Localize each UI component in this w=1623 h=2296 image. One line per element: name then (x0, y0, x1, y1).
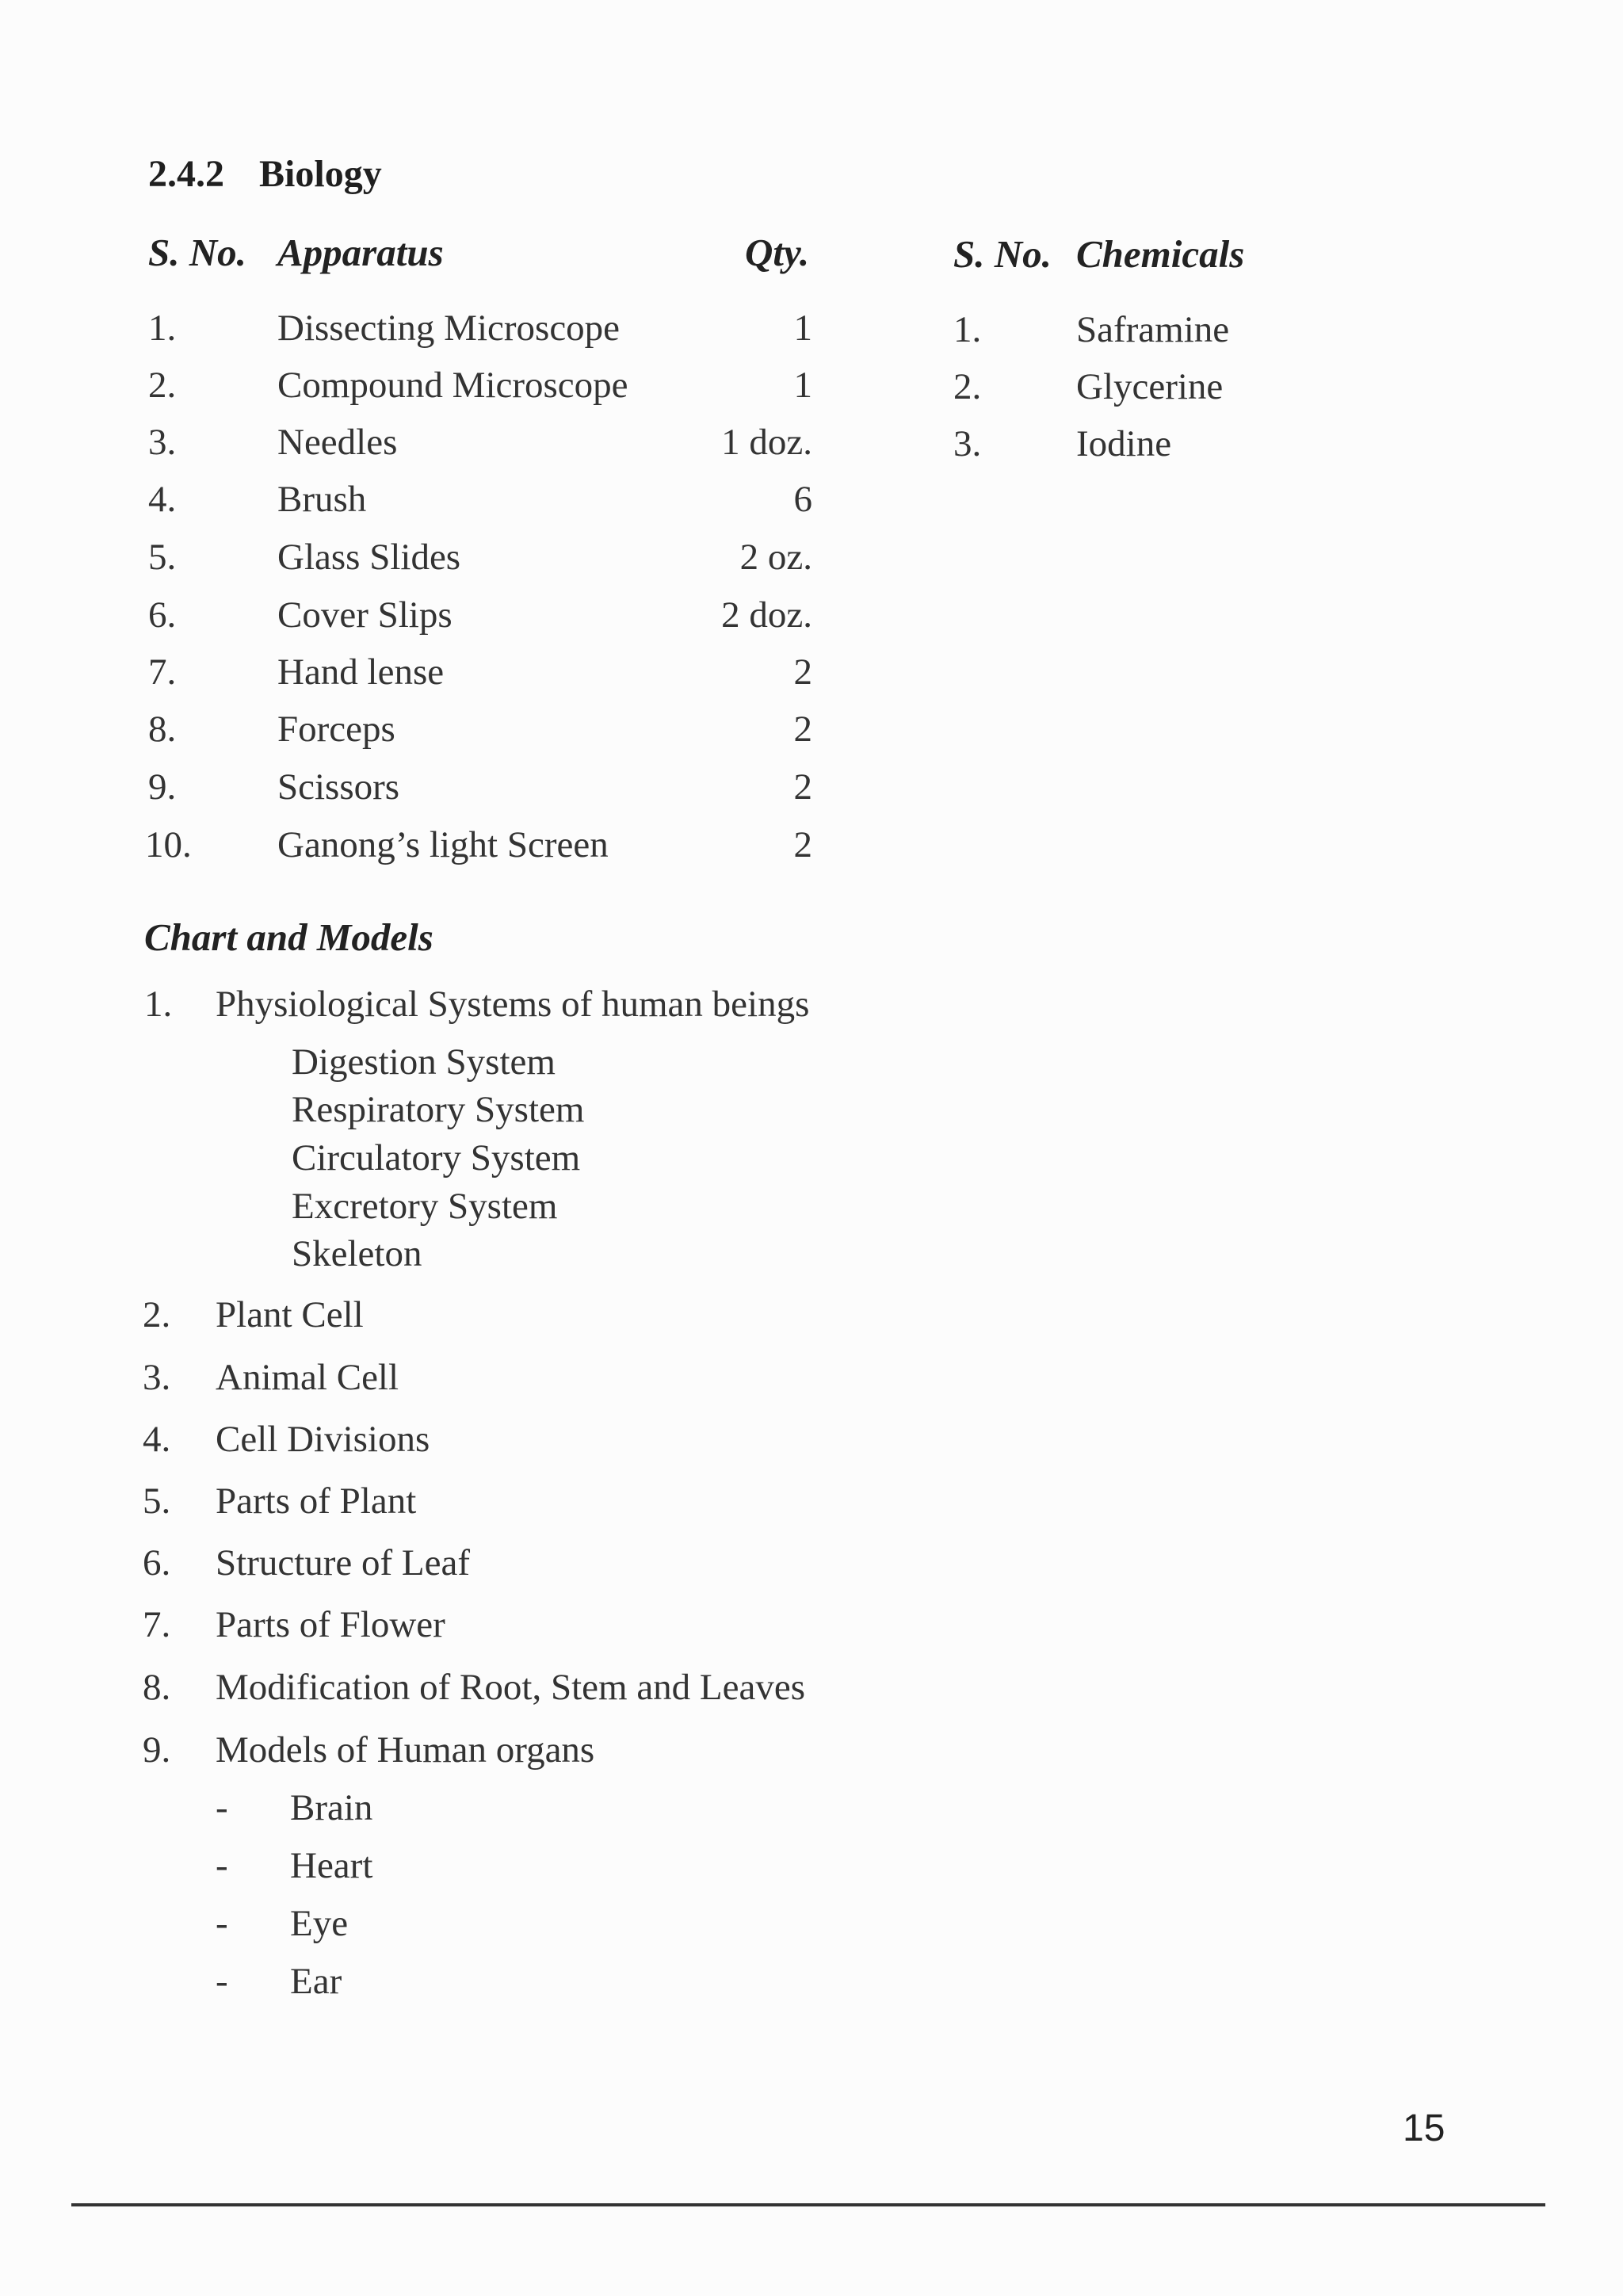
list-item-number: 6. (143, 1542, 171, 1584)
row-sno: 3. (953, 423, 982, 464)
row-item: Glass Slides (277, 537, 461, 578)
row-sno: 9. (148, 766, 177, 808)
sub-item: Eye (290, 1903, 349, 1944)
chemicals-header-item: Chemicals (1076, 232, 1245, 276)
row-item: Scissors (277, 766, 400, 808)
row-item: Glycerine (1076, 366, 1224, 407)
row-item: Brush (277, 479, 367, 520)
list-item-label: Plant Cell (216, 1294, 364, 1335)
row-item: Ganong’s light Screen (277, 824, 609, 865)
section-title: Biology (259, 153, 382, 195)
sub-item: Digestion System (292, 1041, 556, 1083)
row-qty: 1 doz. (721, 422, 812, 463)
row-item: Forceps (277, 709, 395, 750)
row-item: Needles (277, 422, 398, 463)
row-qty: 2 (793, 651, 812, 693)
list-item-number: 4. (143, 1419, 171, 1460)
sub-item: Skeleton (292, 1233, 422, 1274)
row-qty: 2 (793, 766, 812, 808)
list-item-label: Models of Human organs (216, 1729, 595, 1771)
chemicals-header-sno: S. No. (953, 232, 1052, 276)
sub-item: Brain (290, 1787, 373, 1828)
list-item-number: 1. (144, 984, 173, 1025)
list-item-number: 3. (143, 1357, 171, 1398)
row-sno: 2. (953, 366, 982, 407)
list-item-label: Parts of Flower (216, 1604, 445, 1645)
row-item: Iodine (1076, 423, 1172, 464)
row-sno: 8. (148, 709, 177, 750)
apparatus-header-qty: Qty. (745, 231, 810, 274)
row-sno: 7. (148, 651, 177, 693)
row-sno: 2. (148, 365, 177, 406)
section-number: 2.4.2 (148, 153, 224, 195)
list-item-label: Cell Divisions (216, 1419, 430, 1460)
row-sno: 6. (148, 594, 177, 636)
footer-rule (71, 2203, 1545, 2206)
row-item: Compound Microscope (277, 365, 628, 406)
row-sno: 3. (148, 422, 177, 463)
list-item-number: 7. (143, 1604, 171, 1645)
list-item-number: 9. (143, 1729, 171, 1771)
row-item: Cover Slips (277, 594, 453, 636)
page-number: 15 (1403, 2107, 1445, 2149)
row-item: Saframine (1076, 309, 1230, 350)
list-item-label: Modification of Root, Stem and Leaves (216, 1667, 806, 1708)
list-item-label: Physiological Systems of human beings (216, 984, 810, 1025)
row-item: Hand lense (277, 651, 445, 693)
row-qty: 2 (793, 709, 812, 750)
row-qty: 6 (793, 479, 812, 520)
list-item-number: 8. (143, 1667, 171, 1708)
list-item-label: Structure of Leaf (216, 1542, 471, 1584)
sub-item: Heart (290, 1845, 373, 1886)
row-qty: 2 doz. (721, 594, 812, 636)
sub-item: Respiratory System (292, 1089, 585, 1130)
list-item-label: Parts of Plant (216, 1480, 417, 1522)
list-item-label: Animal Cell (216, 1357, 399, 1398)
dash-bullet: - (216, 1845, 228, 1886)
row-sno: 1. (953, 309, 982, 350)
row-sno: 4. (148, 479, 177, 520)
row-item: Dissecting Microscope (277, 308, 621, 349)
row-qty: 1 (793, 365, 812, 406)
row-sno: 1. (148, 308, 177, 349)
sub-item: Circulatory System (292, 1137, 581, 1179)
row-qty: 2 (793, 824, 812, 865)
row-qty: 1 (793, 308, 812, 349)
apparatus-header-sno: S. No. (148, 231, 246, 274)
row-sno: 10. (145, 824, 192, 865)
list-item-number: 5. (143, 1480, 171, 1522)
charts-models-heading: Chart and Models (144, 915, 433, 959)
list-item-number: 2. (143, 1294, 171, 1335)
row-sno: 5. (148, 537, 177, 578)
dash-bullet: - (216, 1903, 228, 1944)
sub-item: Ear (290, 1961, 342, 2002)
dash-bullet: - (216, 1787, 228, 1828)
sub-item: Excretory System (292, 1186, 558, 1227)
row-qty: 2 oz. (739, 537, 812, 578)
dash-bullet: - (216, 1961, 228, 2002)
apparatus-header-item: Apparatus (277, 231, 444, 274)
